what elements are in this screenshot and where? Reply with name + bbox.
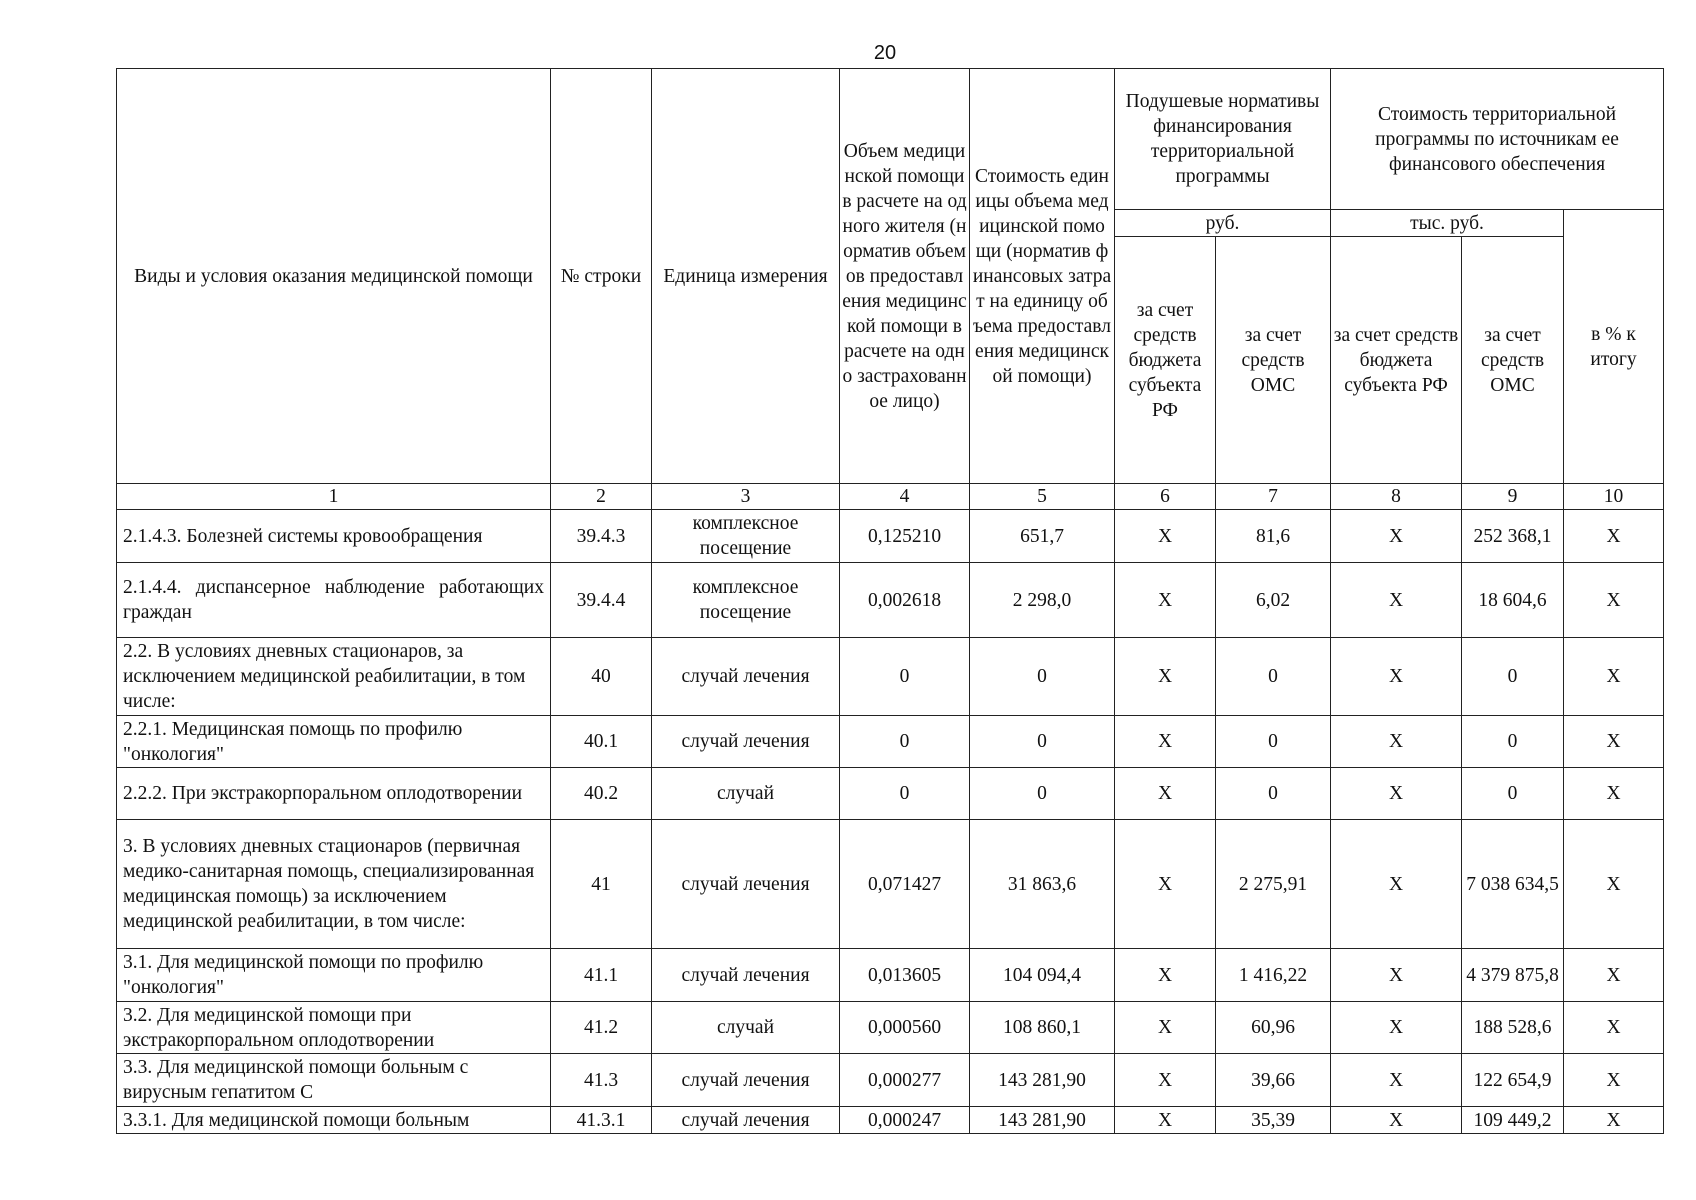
table-header <box>117 69 1664 510</box>
row-col-6: Х <box>1115 768 1216 820</box>
column-number: 2 <box>551 484 652 510</box>
row-volume: 0 <box>840 716 970 768</box>
row-cost: 31 863,6 <box>970 820 1115 949</box>
table-row <box>117 949 1664 1002</box>
header-col-8: за счет средств бюджета субъекта РФ <box>1331 237 1462 484</box>
row-col-7: 35,39 <box>1216 1107 1331 1134</box>
row-col-10: Х <box>1564 1054 1664 1107</box>
row-line-number: 41.2 <box>551 1002 652 1054</box>
column-number-row <box>117 484 1664 510</box>
row-col-10: Х <box>1564 1002 1664 1054</box>
row-col-7: 2 275,91 <box>1216 820 1331 949</box>
row-name: 2.2.1. Медицинская помощь по профилю "онкология" <box>117 716 551 768</box>
row-unit: случай лечения <box>652 638 840 716</box>
row-col-7: 0 <box>1216 768 1331 820</box>
row-col-10: Х <box>1564 768 1664 820</box>
row-volume: 0,071427 <box>840 820 970 949</box>
row-unit: случай лечения <box>652 820 840 949</box>
row-cost: 0 <box>970 716 1115 768</box>
header-col-4: Объем медицинской помощи в расчете на одного жителя (норматив объемов предоставления медицинской помощи в расчете на одно застрахованное лицо) <box>840 69 970 484</box>
row-volume: 0,013605 <box>840 949 970 1002</box>
column-number: 1 <box>117 484 551 510</box>
row-col-7: 0 <box>1216 638 1331 716</box>
row-volume: 0 <box>840 768 970 820</box>
row-col-8: Х <box>1331 638 1462 716</box>
row-col-9: 188 528,6 <box>1462 1002 1564 1054</box>
row-volume: 0,000560 <box>840 1002 970 1054</box>
row-col-7: 39,66 <box>1216 1054 1331 1107</box>
column-number: 4 <box>840 484 970 510</box>
row-col-8: Х <box>1331 768 1462 820</box>
row-col-8: Х <box>1331 1107 1462 1134</box>
row-volume: 0,000247 <box>840 1107 970 1134</box>
header-col-2: № строки <box>551 69 652 484</box>
row-unit: случай лечения <box>652 716 840 768</box>
row-col-10: Х <box>1564 1107 1664 1134</box>
row-name: 3.3.1. Для медицинской помощи больным <box>117 1107 551 1134</box>
row-line-number: 41 <box>551 820 652 949</box>
table-row <box>117 820 1664 949</box>
row-unit: случай лечения <box>652 949 840 1002</box>
column-number: 7 <box>1216 484 1331 510</box>
row-col-6: Х <box>1115 949 1216 1002</box>
row-col-7: 6,02 <box>1216 563 1331 638</box>
row-col-10: Х <box>1564 949 1664 1002</box>
row-unit: комплексное посещение <box>652 563 840 638</box>
row-col-9: 7 038 634,5 <box>1462 820 1564 949</box>
row-line-number: 39.4.4 <box>551 563 652 638</box>
row-cost: 651,7 <box>970 510 1115 563</box>
table-row <box>117 563 1664 638</box>
table-row <box>117 716 1664 768</box>
row-col-6: Х <box>1115 1054 1216 1107</box>
header-unit-thousand-rub: тыс. руб. <box>1331 210 1564 237</box>
row-name: 3.3. Для медицинской помощи больным с вирусным гепатитом С <box>117 1054 551 1107</box>
row-col-9: 0 <box>1462 768 1564 820</box>
row-name: 3. В условиях дневных стационаров (первичная медико-санитарная помощь, специализированная медицинская помощь) за исключением медицинской реабилитации, в том числе: <box>117 820 551 949</box>
row-col-7: 81,6 <box>1216 510 1331 563</box>
row-col-8: Х <box>1331 949 1462 1002</box>
row-unit: случай <box>652 1002 840 1054</box>
row-col-6: Х <box>1115 510 1216 563</box>
row-col-8: Х <box>1331 820 1462 949</box>
column-number: 8 <box>1331 484 1462 510</box>
table-row <box>117 768 1664 820</box>
row-col-8: Х <box>1331 510 1462 563</box>
row-col-9: 109 449,2 <box>1462 1107 1564 1134</box>
row-col-6: Х <box>1115 1107 1216 1134</box>
table-row <box>117 1002 1664 1054</box>
row-name: 2.1.4.3. Болезней системы кровообращения <box>117 510 551 563</box>
row-name: 3.1. Для медицинской помощи по профилю "онкология" <box>117 949 551 1002</box>
row-name: 2.1.4.4. диспансерное наблюдение работающих граждан <box>117 563 551 638</box>
row-unit: случай <box>652 768 840 820</box>
row-col-9: 122 654,9 <box>1462 1054 1564 1107</box>
row-col-10: Х <box>1564 563 1664 638</box>
header-col-5: Стоимость единицы объема медицинской помощи (норматив финансовых затрат на единицу объема предоставления медицинской помощи) <box>970 69 1115 484</box>
row-col-6: Х <box>1115 820 1216 949</box>
row-cost: 143 281,90 <box>970 1107 1115 1134</box>
row-unit: комплексное посещение <box>652 510 840 563</box>
row-cost: 143 281,90 <box>970 1054 1115 1107</box>
row-line-number: 40.2 <box>551 768 652 820</box>
row-col-10: Х <box>1564 510 1664 563</box>
row-cost: 0 <box>970 638 1115 716</box>
table-row <box>117 1054 1664 1107</box>
table-row <box>117 510 1664 563</box>
row-unit: случай лечения <box>652 1107 840 1134</box>
row-name: 3.2. Для медицинской помощи при экстракорпоральном оплодотворении <box>117 1002 551 1054</box>
financing-table <box>116 68 1664 1134</box>
column-number: 6 <box>1115 484 1216 510</box>
row-col-6: Х <box>1115 563 1216 638</box>
header-col-1: Виды и условия оказания медицинской помощи <box>117 69 551 484</box>
row-col-9: 252 368,1 <box>1462 510 1564 563</box>
row-col-10: Х <box>1564 716 1664 768</box>
column-number: 5 <box>970 484 1115 510</box>
column-number: 10 <box>1564 484 1664 510</box>
header-col-7: за счет средств ОМС <box>1216 237 1331 484</box>
header-group-percapita: Подушевые нормативы финансирования территориальной программы <box>1115 69 1331 210</box>
header-col-10: в % к итогу <box>1564 210 1664 484</box>
row-col-9: 0 <box>1462 638 1564 716</box>
header-unit-rub: руб. <box>1115 210 1331 237</box>
row-col-6: Х <box>1115 716 1216 768</box>
header-col-6: за счет средств бюджета субъекта РФ <box>1115 237 1216 484</box>
row-col-7: 1 416,22 <box>1216 949 1331 1002</box>
row-name: 2.2. В условиях дневных стационаров, за исключением медицинской реабилитации, в том числе: <box>117 638 551 716</box>
table-body <box>117 510 1664 1134</box>
row-cost: 2 298,0 <box>970 563 1115 638</box>
row-line-number: 40 <box>551 638 652 716</box>
row-col-8: Х <box>1331 1054 1462 1107</box>
row-volume: 0,000277 <box>840 1054 970 1107</box>
row-col-8: Х <box>1331 1002 1462 1054</box>
row-volume: 0,002618 <box>840 563 970 638</box>
row-col-6: Х <box>1115 638 1216 716</box>
row-col-7: 0 <box>1216 716 1331 768</box>
row-line-number: 41.1 <box>551 949 652 1002</box>
header-col-3: Единица измерения <box>652 69 840 484</box>
column-number: 9 <box>1462 484 1564 510</box>
row-col-7: 60,96 <box>1216 1002 1331 1054</box>
header-col-9: за счет средств ОМС <box>1462 237 1564 484</box>
row-col-10: Х <box>1564 820 1664 949</box>
row-unit: случай лечения <box>652 1054 840 1107</box>
column-number: 3 <box>652 484 840 510</box>
row-cost: 108 860,1 <box>970 1002 1115 1054</box>
page-number: 20 <box>873 42 897 64</box>
row-line-number: 39.4.3 <box>551 510 652 563</box>
row-volume: 0,125210 <box>840 510 970 563</box>
table-row <box>117 1107 1664 1134</box>
row-line-number: 41.3 <box>551 1054 652 1107</box>
row-line-number: 40.1 <box>551 716 652 768</box>
row-name: 2.2.2. При экстракорпоральном оплодотворении <box>117 768 551 820</box>
row-col-10: Х <box>1564 638 1664 716</box>
header-group-cost: Стоимость территориальной программы по источникам ее финансового обеспечения <box>1331 69 1664 210</box>
row-col-6: Х <box>1115 1002 1216 1054</box>
row-col-9: 0 <box>1462 716 1564 768</box>
row-volume: 0 <box>840 638 970 716</box>
row-line-number: 41.3.1 <box>551 1107 652 1134</box>
table-row <box>117 638 1664 716</box>
row-col-8: Х <box>1331 563 1462 638</box>
row-col-9: 4 379 875,8 <box>1462 949 1564 1002</box>
row-col-9: 18 604,6 <box>1462 563 1564 638</box>
row-cost: 0 <box>970 768 1115 820</box>
row-cost: 104 094,4 <box>970 949 1115 1002</box>
row-col-8: Х <box>1331 716 1462 768</box>
